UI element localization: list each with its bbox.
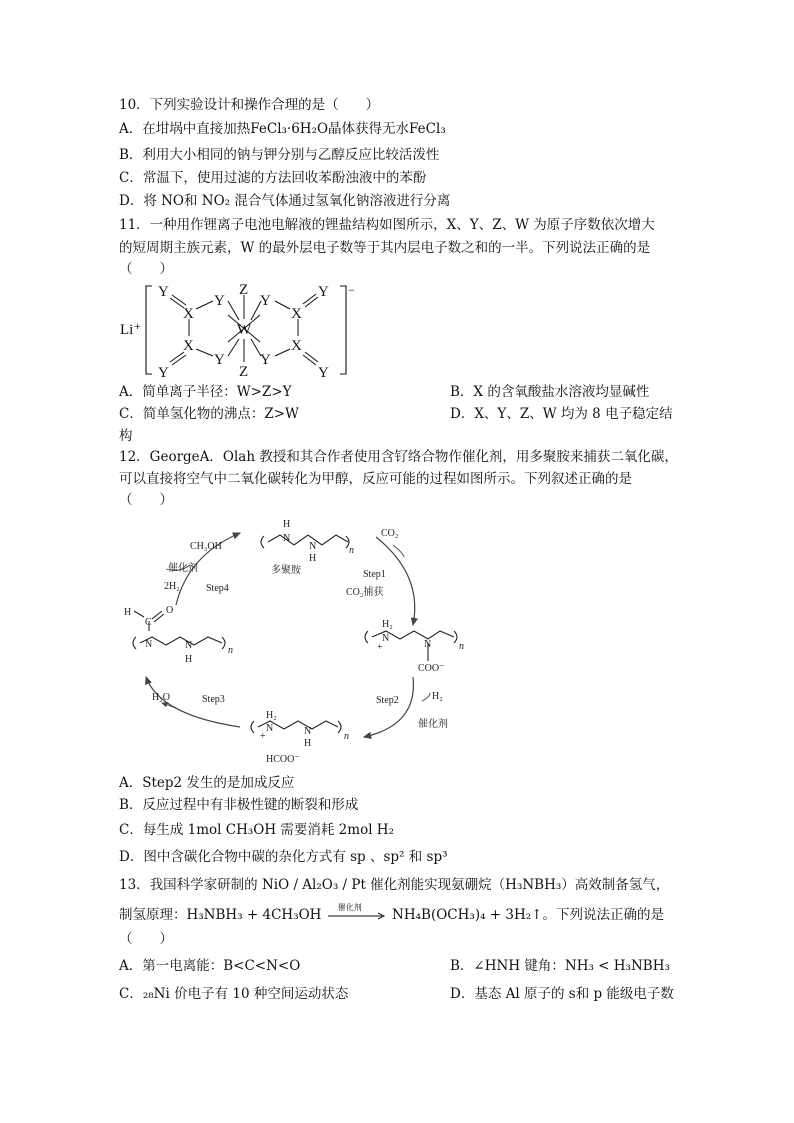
q13-option-a: A．第一电离能：B<C<N<O <box>119 958 301 974</box>
atom-n: N <box>382 633 390 644</box>
q11-stem-line3: （ ） <box>119 261 173 277</box>
atom-y: Y <box>260 352 271 368</box>
q13-stem-line2 <box>119 905 664 925</box>
repeat-n: n <box>459 641 464 652</box>
q11-option-d-cont: 构 <box>119 428 133 444</box>
step1-label: Step1 <box>363 569 386 580</box>
q13-option-c: C．₂₈Ni 价电子有 10 种空间运动状态 <box>119 986 349 1002</box>
q11-stem-line2: 的短周期主族元素，W 的最外层电子数等于其内层电子数之和的一半。下列说法正确的是 <box>119 240 651 256</box>
repeat-n: n <box>228 645 233 656</box>
atom-w: W <box>237 322 252 338</box>
q10-stem: 10．下列实验设计和操作合理的是（ ） <box>119 97 380 113</box>
atom-h: H <box>283 519 291 530</box>
q12-option-c: C．每生成 1mol CH₃OH 需要消耗 2mol H₂ <box>119 822 394 838</box>
polyamine-label: 多聚胺 <box>271 565 301 576</box>
repeat-n: n <box>349 545 354 556</box>
q11-option-b: B．X 的含氧酸盐水溶液均显碱性 <box>450 384 650 400</box>
q10-option-c: C．常温下，使用过滤的方法回收苯酚浊液中的苯酚 <box>119 170 427 186</box>
anion-charge: − <box>348 283 355 297</box>
q12-stem-line3: （ ） <box>119 492 173 508</box>
methanol-label: CH₃OH <box>190 541 222 552</box>
step3-label: Step3 <box>202 694 225 705</box>
co2-to-methanol-cycle-diagram <box>118 515 488 765</box>
q12-option-a: A．Step2 发生的是加成反应 <box>119 775 295 791</box>
atom-y: Y <box>214 352 225 368</box>
repeat-n: n <box>344 731 349 742</box>
water-label: H₂O <box>152 692 170 703</box>
atom-h: H <box>309 553 317 564</box>
atom-x: X <box>291 306 302 322</box>
atom-n: N <box>185 640 193 651</box>
q10-option-a: A．在坩埚中直接加热FeCl₃·6H₂O晶体获得无水FeCl₃ <box>119 121 446 137</box>
q12-option-d: D．图中含碳化合物中碳的杂化方式有 sp 、sp² 和 sp³ <box>119 849 448 865</box>
q10-option-d: D．将 NO和 NO₂ 混合气体通过氢氧化钠溶液进行分离 <box>119 193 451 209</box>
atom-x: X <box>291 338 302 354</box>
plus-sign: + <box>377 642 383 653</box>
atom-n: N <box>309 541 317 552</box>
co2-label: CO₂ <box>381 528 399 539</box>
step2-label: Step2 <box>376 695 399 706</box>
atom-y: Y <box>158 284 169 300</box>
carbamate-coo-label: COO⁻ <box>418 663 445 674</box>
q12-option-b: B．反应过程中有非极性键的断裂和形成 <box>119 797 359 813</box>
atom-y: Y <box>260 293 271 309</box>
two-h2-label: 2H₂ <box>164 581 180 592</box>
atom-x: X <box>183 338 194 354</box>
q13-equation-products: NH₄B(OCH₃)₄ + 3H₂↑。下列说法正确的是 <box>392 907 664 923</box>
h2-reagent-label: H₂ <box>432 691 443 702</box>
q13-equation-reactants: 制氢原理：H₃NBH₃ + 4CH₃OH <box>119 907 322 923</box>
atom-y: Y <box>318 365 329 380</box>
q13-stem-line1: 13．我国科学家研制的 NiO / Al₂O₃ / Pt 催化剂能实现氨硼烷（H₃NBH₃）高效制备氢气， <box>119 877 670 893</box>
q11-option-d: D．X、Y、Z、W 均为 8 电子稳定结 <box>450 406 673 422</box>
q13-option-b: B．∠HNH 键角：NH₃ < H₃NBH₃ <box>450 958 670 974</box>
co2-capture-label: CO₂捕获 <box>346 587 384 598</box>
atom-h: H <box>124 607 132 618</box>
li-ion-label: Li⁺ <box>120 322 142 338</box>
q13-stem-line3: （ ） <box>119 931 173 947</box>
atom-y: Y <box>214 293 225 309</box>
h2-plus-label: H₂ <box>382 619 393 630</box>
reaction-arrow-label: 催化剂 <box>337 903 362 912</box>
q11-option-c: C．简单氢化物的沸点：Z>W <box>119 406 299 422</box>
q12-stem-line1: 12．GeorgeA．Olah 教授和其合作者使用含钌络合物作催化剂，用多聚胺来捕获二氧化碳， <box>119 449 678 465</box>
atom-x: X <box>183 306 194 322</box>
atom-h: H <box>304 738 312 749</box>
q12-stem-line2: 可以直接将空气中二氧化碳转化为甲醇，反应可能的过程如图所示。下列叙述正确的是 <box>119 471 632 487</box>
atom-n: N <box>283 533 291 544</box>
lithium-salt-structure-diagram <box>118 280 368 380</box>
atom-n: N <box>266 723 274 734</box>
atom-h: H <box>185 654 193 665</box>
atom-o: O <box>166 605 174 616</box>
atom-z: Z <box>239 282 249 298</box>
atom-y: Y <box>158 365 169 380</box>
catalyst-label: 催化剂 <box>418 719 448 730</box>
formate-label: HCOO⁻ <box>266 754 300 765</box>
atom-n: N <box>145 639 153 650</box>
catalyst-label: 催化剂 <box>168 563 198 574</box>
q11-option-a: A．简单离子半径：W>Z>Y <box>119 384 292 400</box>
reaction-arrow <box>326 905 388 925</box>
q13-option-d: D．基态 Al 原子的 s和 p 能级电子数 <box>450 986 674 1002</box>
atom-n: N <box>424 639 432 650</box>
h2-plus-label: H₂ <box>266 710 277 721</box>
atom-z: Z <box>239 364 249 380</box>
atom-n: N <box>304 726 312 737</box>
step4-label: Step4 <box>206 583 229 594</box>
q11-stem-line1: 11．一种用作锂离子电池电解液的锂盐结构如图所示，X、Y、Z、W 为原子序数依次增大 <box>119 217 655 233</box>
plus-sign: + <box>260 731 266 742</box>
atom-y: Y <box>318 284 329 300</box>
q10-option-b: B．利用大小相同的钠与钾分别与乙醇反应比较活泼性 <box>119 147 440 163</box>
atom-c: C <box>145 617 152 628</box>
